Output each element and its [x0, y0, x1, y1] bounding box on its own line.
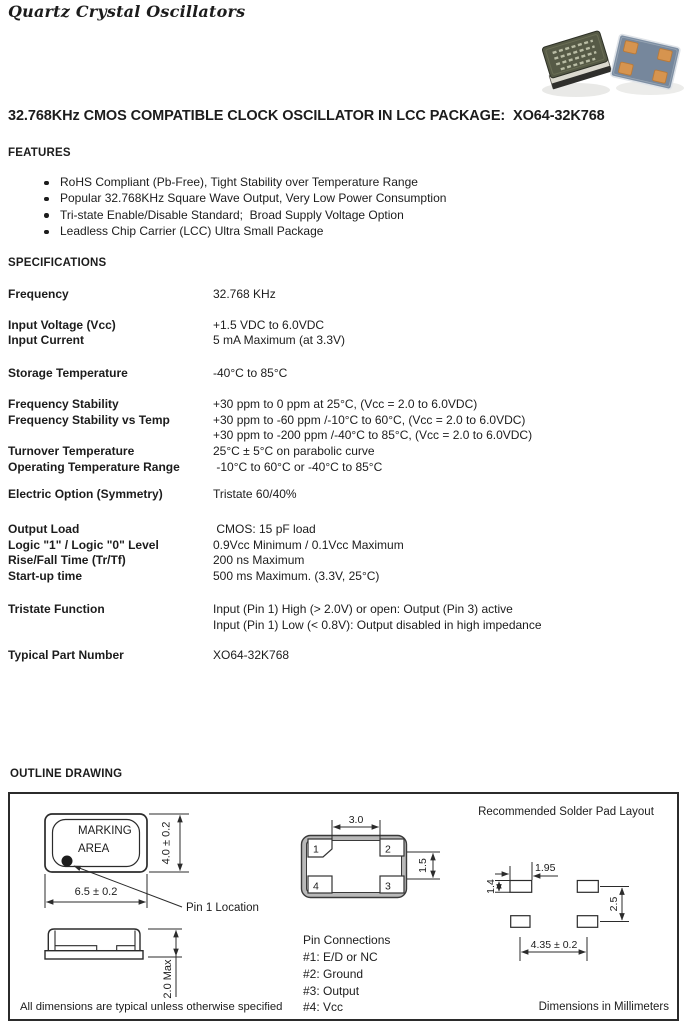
feature-item: Popular 32.768KHz Square Wave Output, Very Low Power Consumption: [42, 190, 642, 206]
table-row: [8, 366, 679, 382]
oscillator-photo-lid-view: [541, 30, 612, 89]
feature-item: Leadless Chip Carrier (LCC) Ultra Small Package: [42, 223, 642, 239]
row-pitch-dimension: [600, 887, 629, 922]
package-side-view: [45, 929, 182, 999]
table-row: [8, 428, 679, 444]
spec-value: +30 ppm to -200 ppm /-40°C to 85°C, (Vcc = 2.0 to 6.0VDC): [213, 428, 533, 443]
pad-width-dimension: [495, 862, 558, 880]
spec-label: Logic "1" / Logic "0" Level: [8, 537, 159, 552]
table-row: [8, 487, 679, 503]
spec-group: [8, 487, 679, 503]
outline-drawing-heading: OUTLINE DRAWING: [10, 768, 123, 780]
pin-2-function: #2: Ground: [303, 967, 364, 981]
spec-label: Rise/Fall Time (Tr/Tf): [8, 553, 126, 568]
lid-outline: [48, 929, 140, 951]
pin-3-function: #3: Output: [303, 984, 360, 998]
spec-label: Frequency Stability: [8, 396, 119, 411]
bullet-icon: [44, 230, 49, 235]
spec-label: Input Voltage (Vcc): [8, 317, 116, 332]
dim-4-35-label: 4.35 ± 0.2: [530, 939, 578, 951]
spec-group: [8, 366, 679, 382]
solder-pad-tl: [510, 881, 532, 893]
spec-value: CMOS: 15 pF load: [213, 522, 316, 537]
spec-group: [8, 522, 679, 585]
spec-value: -10°C to 60°C or -40°C to 85°C: [213, 459, 383, 474]
spec-value: Input (Pin 1) Low (< 0.8V): Output disabled in high impedance: [213, 617, 542, 632]
table-row: [8, 397, 679, 413]
dim-height-label: 4.0 ± 0.2: [160, 821, 173, 865]
spec-value: +1.5 VDC to 6.0VDC: [213, 317, 325, 332]
spec-label: Tristate Function: [8, 601, 105, 616]
table-row: [8, 648, 679, 664]
table-row: [8, 618, 679, 634]
spec-value: 32.768 KHz: [213, 287, 276, 301]
dim-1-4-label: 1.4: [485, 879, 497, 894]
base-plate: [45, 951, 143, 959]
pin-connections-heading: Pin Connections: [303, 933, 391, 947]
table-row: [8, 538, 679, 554]
spec-value: 0.9Vcc Minimum / 0.1Vcc Maximum: [213, 537, 404, 552]
pad-4-number: 4: [313, 880, 319, 893]
spec-value: 25°C ± 5°C on parabolic curve: [213, 443, 375, 458]
product-photos: [538, 22, 685, 104]
outline-drawing: [10, 794, 677, 1019]
pad-1-number: 1: [313, 843, 319, 856]
spec-label: Electric Option (Symmetry): [8, 487, 163, 502]
spec-value: Input (Pin 1) High (> 2.0V) or open: Output (Pin 3) active: [213, 601, 513, 616]
solder-pad-tr: [577, 881, 598, 893]
solder-pad-bl: [511, 916, 530, 928]
table-row: [8, 333, 679, 349]
solder-pad-layout: [478, 806, 655, 961]
table-row: [8, 460, 679, 476]
pad-2-number: 2: [385, 843, 391, 856]
pin-connections: [303, 933, 390, 1014]
spec-value: Tristate 60/40%: [213, 487, 297, 502]
table-row: [8, 522, 679, 538]
spec-label: Typical Part Number: [8, 648, 124, 663]
table-row: [8, 318, 679, 334]
spec-label: [8, 428, 213, 444]
dim-2-5-label: 2.5: [608, 896, 620, 912]
spec-value: +30 ppm to -60 ppm /-10°C to 60°C, (Vcc = 2.0 to 6.0VDC): [213, 412, 526, 427]
outline-drawing-box: [8, 792, 679, 1021]
marking-area-label-2: AREA: [78, 843, 110, 855]
bullet-icon: [44, 181, 49, 186]
specifications-table: [8, 287, 679, 664]
spec-label: Frequency: [8, 287, 69, 301]
dimensions-note: All dimensions are typical unless otherwise specified: [20, 1001, 283, 1013]
dim-1-95-label: 1.95: [535, 862, 556, 874]
oscillator-photo-pad-view: [610, 34, 680, 90]
spec-label: Start-up time: [8, 569, 83, 584]
pad-gap-dimension: [407, 852, 440, 879]
dim-width-label: 6.5 ± 0.2: [74, 886, 118, 898]
pin1-dot: [62, 856, 73, 867]
table-row: [8, 602, 679, 618]
pin-1-function: #1: E/D or NC: [303, 950, 378, 964]
spec-label: Storage Temperature: [8, 366, 128, 381]
spec-group: [8, 287, 679, 303]
table-row: [8, 444, 679, 460]
dim-thickness-label: 2.0 Max: [162, 959, 174, 999]
spec-value: -40°C to 85°C: [213, 366, 288, 381]
spec-value: 5 mA Maximum (at 3.3V): [213, 333, 346, 348]
units-note: Dimensions in Millimeters: [538, 1001, 669, 1013]
table-row: [8, 413, 679, 429]
table-row: [8, 569, 679, 585]
col-pitch-dimension: [520, 937, 587, 961]
pad-height-dimension: [485, 879, 510, 894]
features-heading: FEATURES: [8, 147, 71, 159]
pad-2: [380, 839, 404, 856]
feature-item: RoHS Compliant (Pb-Free), Tight Stability over Temperature Range: [42, 174, 642, 190]
page-title: 32.768KHz CMOS COMPATIBLE CLOCK OSCILLATOR IN LCC PACKAGE: XO64-32K768: [8, 108, 605, 124]
cavity-steps: [55, 946, 135, 951]
spec-label: Frequency Stability vs Temp: [8, 412, 170, 427]
bullet-icon: [44, 213, 49, 218]
spec-group: [8, 318, 679, 349]
pin1-location-label: Pin 1 Location: [186, 902, 259, 914]
width-dimension: [45, 874, 147, 908]
spec-label: Input Current: [8, 333, 84, 348]
spec-value: 500 ms Maximum. (3.3V, 25°C): [213, 569, 380, 584]
dim-1-5-label: 1.5: [417, 858, 429, 873]
spec-value: +30 ppm to 0 ppm at 25°C, (Vcc = 2.0 to 6.0VDC): [213, 396, 478, 411]
pin-4-function: #4: Vcc: [303, 1000, 344, 1014]
spec-label: Turnover Temperature: [8, 443, 135, 458]
side-height-dimension: [148, 929, 182, 999]
pad-4: [308, 876, 332, 893]
package-bottom-view: [302, 814, 441, 898]
spec-value: XO64-32K768: [213, 648, 290, 663]
package-top-view: [45, 814, 259, 914]
brand-title: Quartz Crystal Oscillators: [8, 2, 246, 21]
solder-pad-layout-title: Recommended Solder Pad Layout: [478, 806, 654, 818]
table-row: [8, 553, 679, 569]
specifications-heading: SPECIFICATIONS: [8, 257, 107, 269]
spec-label: Output Load: [8, 522, 80, 537]
features-list: [42, 174, 642, 240]
table-row: [8, 287, 679, 303]
spec-group: [8, 397, 679, 476]
spec-value: 200 ns Maximum: [213, 553, 305, 568]
spec-group: [8, 602, 679, 633]
bullet-icon: [44, 197, 49, 202]
spec-group: [8, 648, 679, 664]
pad-3-number: 3: [385, 880, 391, 893]
solder-pad-br: [577, 916, 597, 928]
feature-item: Tri-state Enable/Disable Standard; Broad Supply Voltage Option: [42, 207, 642, 223]
height-dimension: [149, 814, 189, 872]
marking-area-label-1: MARKING: [78, 825, 132, 837]
dim-3-0-label: 3.0: [348, 814, 364, 826]
spec-label: [8, 618, 213, 634]
spec-label: Operating Temperature Range: [8, 459, 180, 474]
pad-3: [380, 876, 404, 893]
